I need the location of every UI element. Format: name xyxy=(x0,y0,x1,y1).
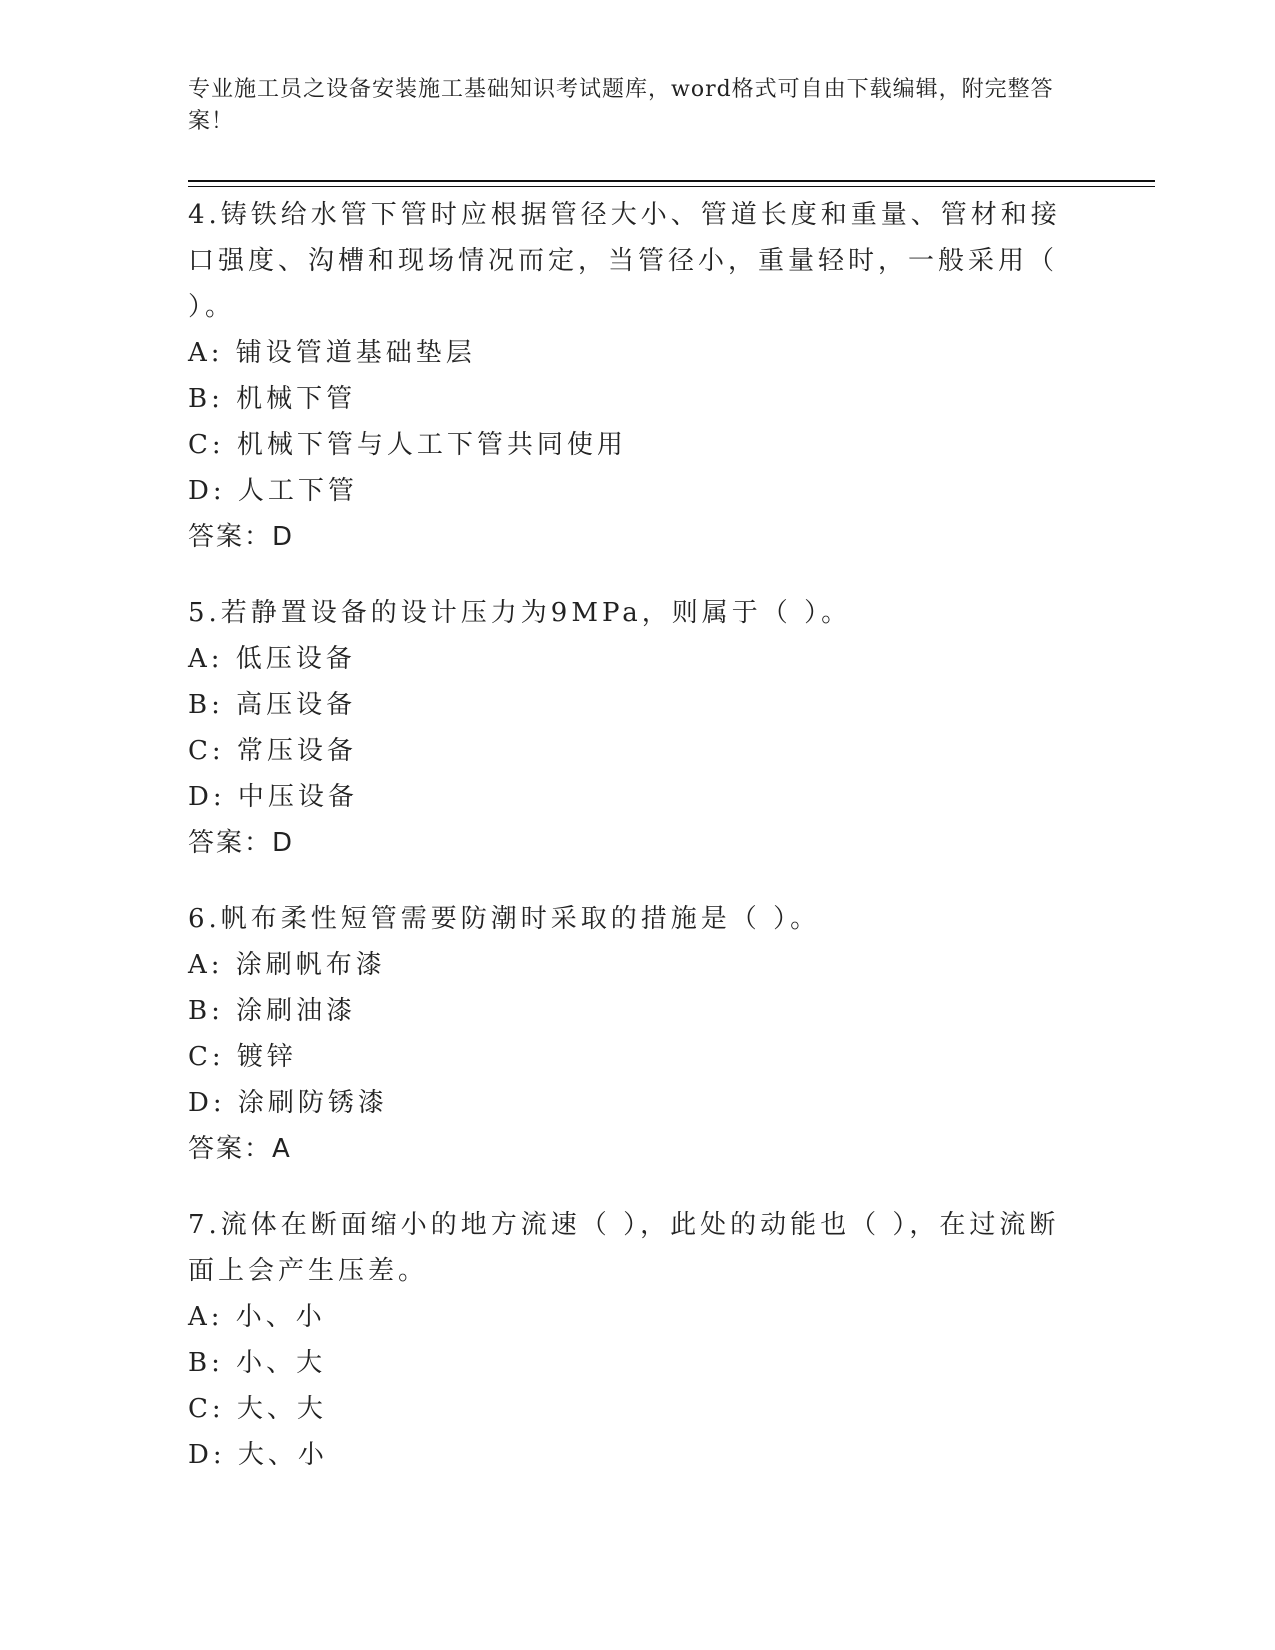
option-d: D: 中压设备 xyxy=(188,782,358,812)
question-list xyxy=(188,192,1088,1508)
answer: 答案：A xyxy=(188,1134,292,1164)
option-b: B: 高压设备 xyxy=(188,690,357,720)
question-stem: 4.铸铁给水管下管时应根据管径大小、管道长度和重量、管材和接口强度、沟槽和现场情况而定，当管径小，重量轻时，一般采用（ ）。 xyxy=(188,200,1061,322)
question-7 xyxy=(188,1202,1088,1478)
question-stem: 6.帆布柔性短管需要防潮时采取的措施是（ ）。 xyxy=(188,904,821,934)
option-b: B: 涂刷油漆 xyxy=(188,996,357,1026)
option-a: A: 涂刷帆布漆 xyxy=(188,950,386,980)
question-4 xyxy=(188,192,1088,560)
option-d: D: 涂刷防锈漆 xyxy=(188,1088,388,1118)
answer: 答案：D xyxy=(188,522,295,552)
option-b: B: 小、大 xyxy=(188,1348,327,1378)
question-stem: 5.若静置设备的设计压力为9MPa，则属于（ ）。 xyxy=(188,598,852,628)
answer: 答案：D xyxy=(188,828,295,858)
option-a: A: 低压设备 xyxy=(188,644,356,674)
option-b: B: 机械下管 xyxy=(188,384,357,414)
option-d: D: 大、小 xyxy=(188,1440,328,1470)
option-a: A: 小、小 xyxy=(188,1302,326,1332)
option-c: C: 大、大 xyxy=(188,1394,327,1424)
option-c: C: 常压设备 xyxy=(188,736,357,766)
option-c: C: 镀锌 xyxy=(188,1042,297,1072)
option-a: A: 铺设管道基础垫层 xyxy=(188,338,476,368)
header-divider-thin xyxy=(188,186,1155,187)
question-stem: 7.流体在断面缩小的地方流速（ ），此处的动能也（ ），在过流断面上会产生压差。 xyxy=(188,1210,1060,1286)
option-d: D: 人工下管 xyxy=(188,476,358,506)
header-divider-thick xyxy=(188,180,1155,182)
option-c: C: 机械下管与人工下管共同使用 xyxy=(188,430,627,460)
question-5 xyxy=(188,590,1088,866)
document-header: 专业施工员之设备安装施工基础知识考试题库，word格式可自由下载编辑，附完整答案！ xyxy=(188,77,1054,134)
question-6 xyxy=(188,896,1088,1172)
